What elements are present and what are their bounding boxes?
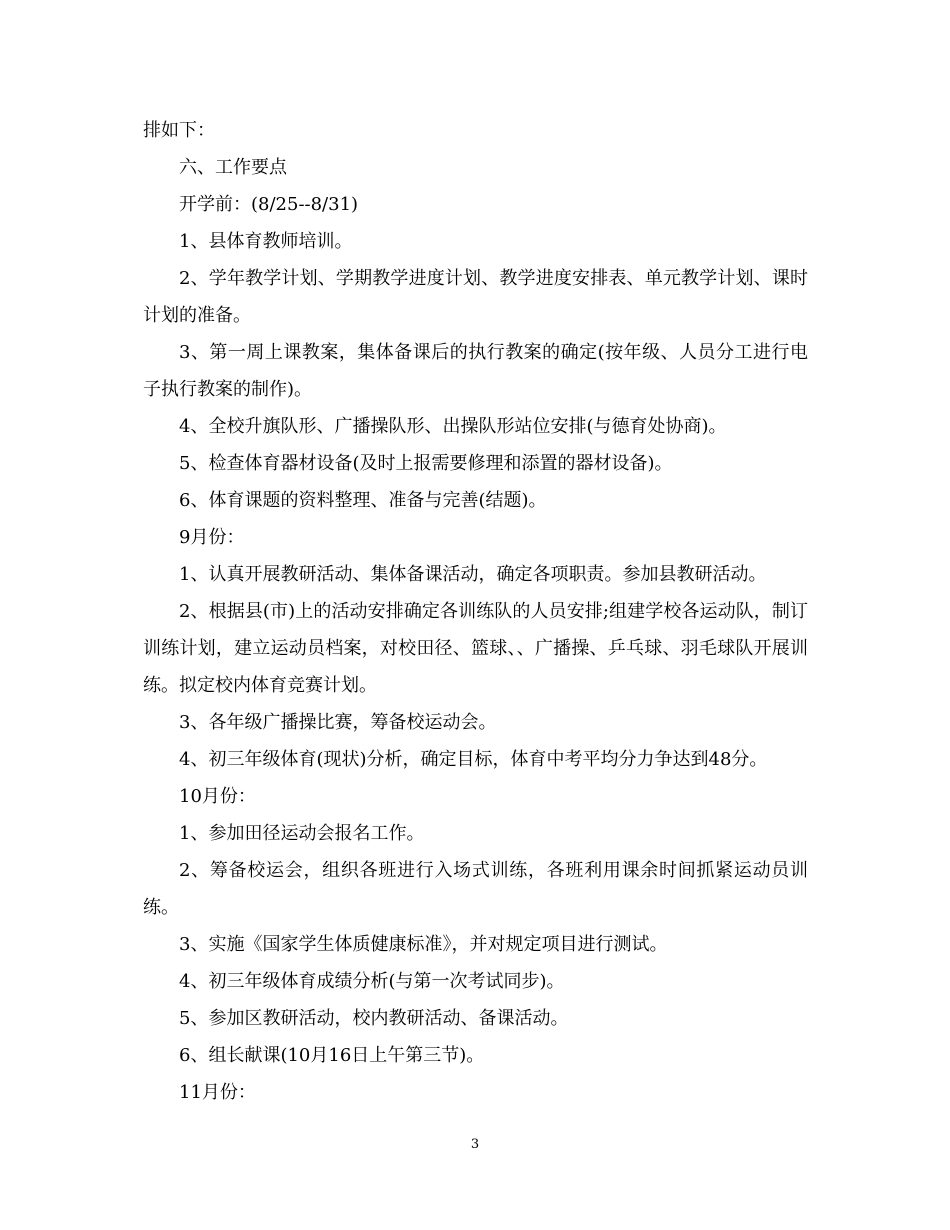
paragraph: 2、根据县(市)上的活动安排确定各训练队的人员安排;组建学校各运动队，制订训练计划，建立运动员档案，对校田径、篮球、、广播操、乒乓球、羽毛球队开展训练。拟定校内体育竞赛计划。: [143, 601, 808, 696]
paragraph: 2、学年教学计划、学期教学进度计划、教学进度安排表、单元教学计划、课时计划的准备。: [143, 268, 808, 326]
paragraph: 4、全校升旗队形、广播操队形、出操队形站位安排(与德育处协商)。: [179, 416, 727, 437]
paragraph: 1、县体育教师培训。: [179, 231, 353, 252]
paragraph: 开学前：(8/25--8/31): [179, 194, 359, 215]
paragraph: 11月份：: [179, 1082, 256, 1103]
paragraph: 5、检查体育器材设备(及时上报需要修理和添置的器材设备)。: [179, 453, 673, 474]
paragraph: 1、认真开展教研活动、集体备课活动，确定各项职责。参加县教研活动。: [179, 564, 767, 585]
paragraph: 3、实施《国家学生体质健康标准》，并对规定项目进行测试。: [179, 934, 668, 955]
document-body: [143, 112, 808, 1111]
paragraph: 排如下：: [143, 120, 215, 141]
paragraph: 六、工作要点: [179, 157, 287, 178]
paragraph: 5、参加区教研活动，校内教研活动、备课活动。: [179, 1008, 569, 1029]
paragraph: 10月份：: [179, 786, 256, 807]
paragraph: 6、体育课题的资料整理、准备与完善(结题)。: [179, 490, 547, 511]
paragraph: 4、初三年级体育成绩分析(与第一次考试同步)。: [179, 971, 565, 992]
paragraph: 3、各年级广播操比赛，筹备校运动会。: [179, 712, 497, 733]
paragraph: 1、参加田径运动会报名工作。: [179, 823, 425, 844]
paragraph: 3、第一周上课教案，集体备课后的执行教案的确定(按年级、人员分工进行电子执行教案的制作)。: [143, 342, 808, 400]
paragraph: 6、组长献课(10月16日上午第三节)。: [179, 1045, 485, 1066]
page-number: 3: [470, 1137, 480, 1152]
paragraph: 9月份：: [179, 527, 245, 548]
paragraph: 2、筹备校运会，组织各班进行入场式训练，各班利用课余时间抓紧运动员训练。: [143, 860, 808, 918]
paragraph: 4、初三年级体育(现状)分析，确定目标，体育中考平均分力争达到48分。: [179, 749, 768, 770]
